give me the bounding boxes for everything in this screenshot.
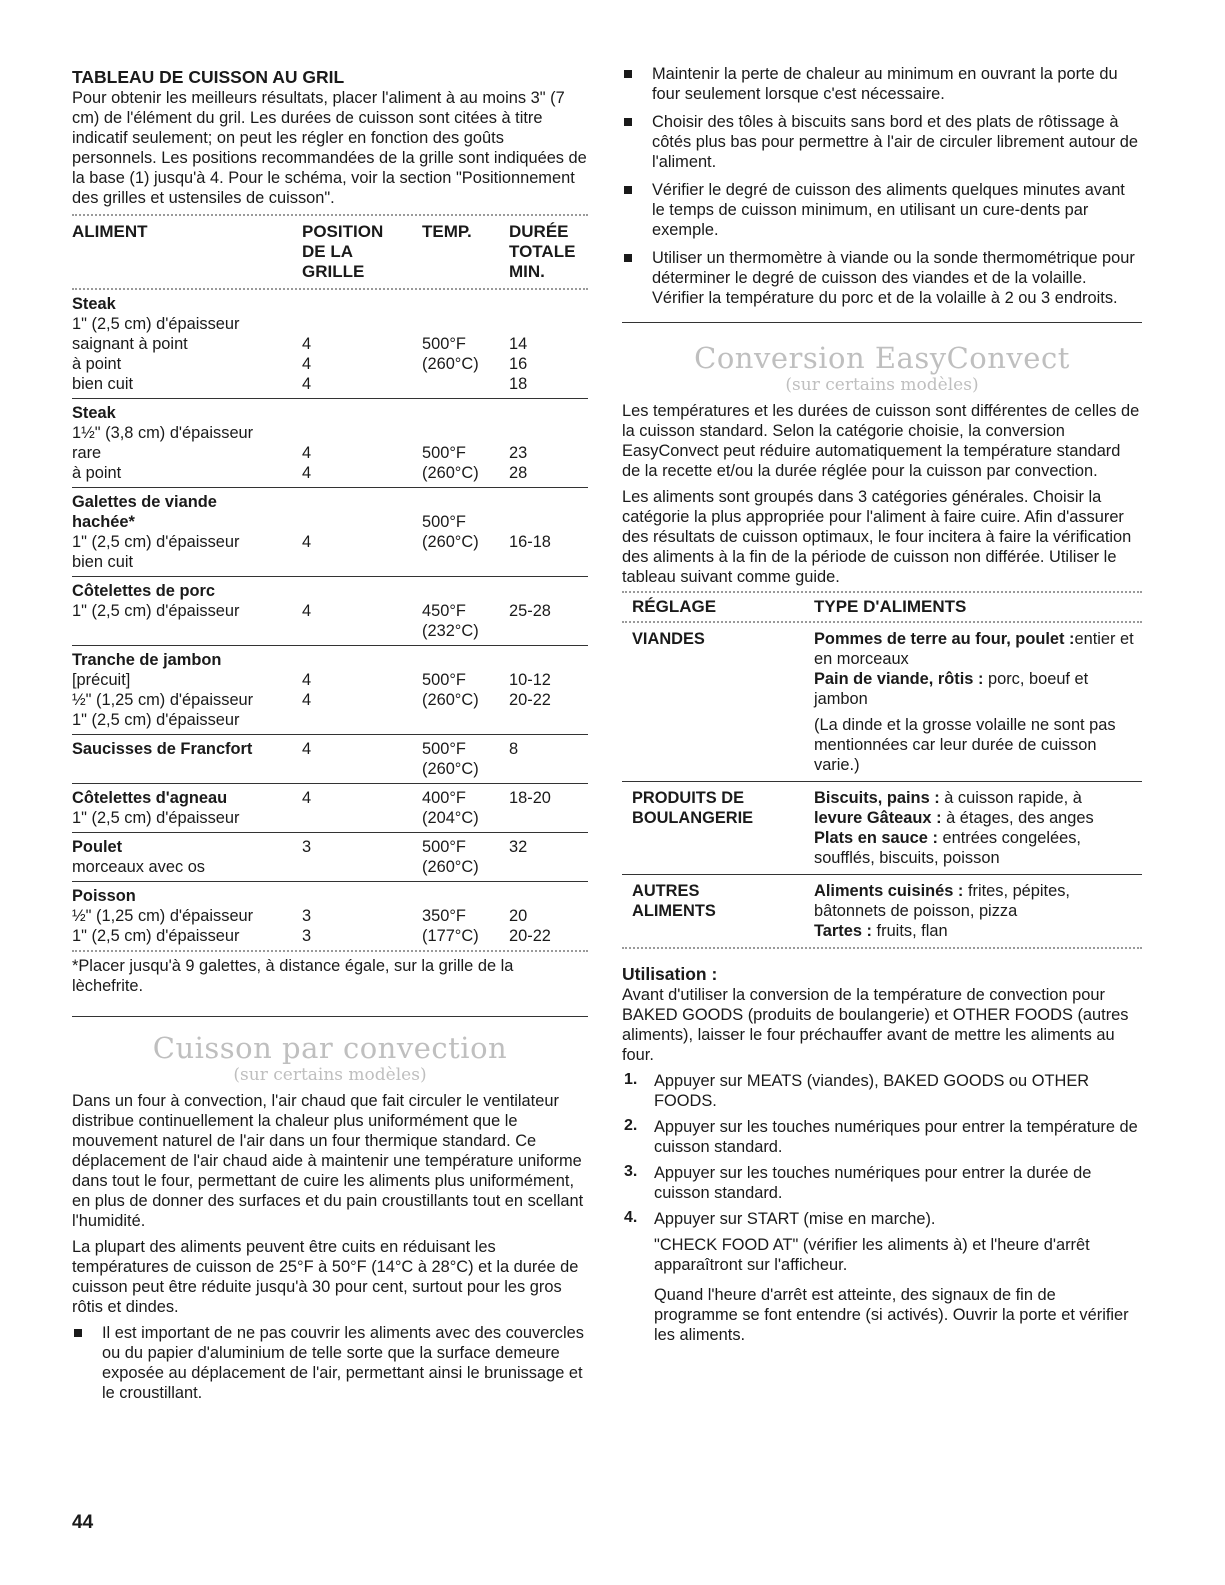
food-detail: bien cuit bbox=[72, 375, 134, 393]
easyconvect-table-header bbox=[622, 593, 1142, 621]
bullet-icon bbox=[624, 70, 632, 78]
easyconvect-subtitle: (sur certains modèles) bbox=[785, 375, 979, 395]
position-value: 4 bbox=[302, 789, 312, 807]
position-value bbox=[302, 552, 422, 572]
food-detail: 1" (2,5 cm) d'épaisseur bbox=[72, 315, 240, 333]
position-value: 3 bbox=[302, 907, 312, 925]
position-value: 4 bbox=[302, 444, 312, 462]
food-type-note: (La dinde et la grosse volaille ne sont pas mentionnées car leur durée de cuisson varie.) bbox=[814, 716, 1116, 774]
header-food-type: TYPE D'ALIMENTS bbox=[814, 597, 967, 616]
time-value: 14 bbox=[509, 335, 528, 353]
position-value: 3 bbox=[302, 838, 312, 856]
position-value: 4 bbox=[302, 355, 312, 373]
divider bbox=[72, 950, 588, 952]
setting-cell bbox=[622, 875, 804, 948]
temp-value: 500°F bbox=[422, 444, 466, 462]
temp-cell bbox=[422, 646, 509, 735]
temp-value: (260°C) bbox=[422, 691, 479, 709]
food-type-category: Biscuits, pains : bbox=[814, 789, 940, 807]
broil-footnote: *Placer jusqu'à 9 galettes, à distance égale, sur la grille de la lèchefrite. bbox=[72, 957, 514, 995]
broil-chart-title: TABLEAU DE CUISSON AU GRIL bbox=[72, 67, 345, 87]
food-detail: à point bbox=[72, 464, 122, 482]
step-number: 1. bbox=[624, 1071, 638, 1088]
time-value: 20 bbox=[509, 907, 528, 925]
setting-label-2: BOULANGERIE bbox=[632, 809, 754, 827]
temp-cell bbox=[422, 735, 509, 784]
food-heading: Côtelettes de porc bbox=[72, 582, 215, 600]
position-value bbox=[302, 759, 422, 779]
broil-table bbox=[72, 216, 588, 950]
food-detail: rare bbox=[72, 444, 102, 462]
food-type-detail: entrées congelées, soufflés, biscuits, poisson bbox=[814, 829, 1081, 867]
time-cell bbox=[509, 882, 588, 951]
step-text: Appuyer sur MEATS (viandes), BAKED GOODS ou OTHER FOODS. bbox=[654, 1072, 1090, 1110]
bullet-text: Il est important de ne pas couvrir les aliments avec des couvercles ou du papier d'aluminium de telle sorte que la surface demeure exposée au déplacement de l'air, permettant ainsi le brunissage et le croustillant. bbox=[102, 1324, 584, 1402]
position-value: 4 bbox=[302, 671, 312, 689]
temp-value bbox=[422, 314, 509, 334]
time-value: 8 bbox=[509, 740, 519, 758]
food-type-category: Plats en sauce : bbox=[814, 829, 938, 847]
page-number: 44 bbox=[72, 1512, 94, 1533]
food-detail: 1" (2,5 cm) d'épaisseur bbox=[72, 711, 240, 729]
position-cell bbox=[302, 488, 422, 577]
food-detail: [précuit] bbox=[72, 671, 131, 689]
position-value: 4 bbox=[302, 740, 312, 758]
time-value: 23 bbox=[509, 444, 528, 462]
broil-section bbox=[72, 784, 588, 833]
usage-step bbox=[622, 1163, 1142, 1203]
position-value bbox=[302, 512, 422, 532]
time-cell bbox=[509, 735, 588, 784]
broil-table-header bbox=[72, 216, 588, 282]
setting-cell bbox=[622, 782, 804, 875]
food-detail: ½" (1,25 cm) d'épaisseur bbox=[72, 907, 254, 925]
position-cell bbox=[302, 784, 422, 833]
food-type-category: Tartes : bbox=[814, 922, 872, 940]
convection-paragraph-2: La plupart des aliments peuvent être cuits en réduisant les températures de cuisson de 25°F à 50°F (14°C à 28°C) et la durée de cuisson peut être réduite jusqu'à 30 pour cent, surtout pour les gros rôtis et dindes. bbox=[72, 1238, 579, 1316]
bullet-icon bbox=[74, 1329, 82, 1337]
position-value bbox=[302, 621, 422, 641]
time-value: 25-28 bbox=[509, 602, 551, 620]
position-value: 3 bbox=[302, 927, 312, 945]
position-cell bbox=[302, 735, 422, 784]
time-cell bbox=[509, 577, 588, 646]
position-value: 4 bbox=[302, 691, 312, 709]
broil-section bbox=[72, 399, 588, 488]
food-type-line bbox=[814, 808, 1142, 828]
food-type-category: levure Gâteaux : bbox=[814, 809, 942, 827]
step-text: Appuyer sur START (mise en marche). bbox=[654, 1210, 936, 1228]
time-cell bbox=[509, 399, 588, 488]
convection-title: Cuisson par convection bbox=[152, 1031, 508, 1065]
food-type-category: Pommes de terre au four, poulet : bbox=[814, 630, 1075, 648]
bullet-item bbox=[622, 64, 1142, 104]
food-type-detail: entier et en morceaux bbox=[814, 630, 1134, 668]
time-value: 16 bbox=[509, 355, 528, 373]
usage-after-1: "CHECK FOOD AT" (vérifier les aliments à) et l'heure d'arrêt apparaîtront sur l'afficheur. bbox=[654, 1236, 1090, 1274]
temp-value: 500°F bbox=[422, 513, 466, 531]
usage-intro: Avant d'utiliser la conversion de la température de convection pour BAKED GOODS (produits de boulangerie) et OTHER FOODS (autres aliments), laisser le four préchauffer avant de mettre les aliments au four. bbox=[622, 986, 1129, 1064]
temp-value: (204°C) bbox=[422, 809, 479, 827]
time-value: 28 bbox=[509, 464, 528, 482]
time-value: 18 bbox=[509, 375, 528, 393]
header-duration-2: TOTALE bbox=[509, 242, 576, 261]
time-value: 32 bbox=[509, 838, 528, 856]
food-type-detail: frites, pépites, bâtonnets de poisson, pizza bbox=[814, 882, 1070, 920]
header-position-2: DE LA bbox=[302, 242, 353, 261]
time-value bbox=[509, 423, 588, 443]
food-heading: Poisson bbox=[72, 887, 136, 905]
time-cell bbox=[509, 488, 588, 577]
food-heading: Steak bbox=[72, 404, 116, 422]
position-value: 4 bbox=[302, 375, 312, 393]
temp-value: 500°F bbox=[422, 838, 466, 856]
bullet-text: Vérifier le degré de cuisson des aliments quelques minutes avant le temps de cuisson minimum, en utilisant un cure-dents par exemple. bbox=[652, 181, 1125, 239]
divider bbox=[622, 947, 1142, 949]
food-detail: hachée* bbox=[72, 513, 135, 531]
time-value bbox=[509, 314, 588, 334]
bullet-text: Choisir des tôles à biscuits sans bord et des plats de rôtissage à côtés plus bas pour permettre à l'air de circuler librement autour de l'aliment. bbox=[652, 113, 1138, 171]
time-value bbox=[509, 621, 588, 641]
temp-value: (260°C) bbox=[422, 355, 479, 373]
food-type-line bbox=[814, 629, 1142, 669]
time-value: 16-18 bbox=[509, 533, 551, 551]
food-cell bbox=[72, 882, 302, 951]
food-type-detail: à étages, des anges bbox=[941, 809, 1094, 827]
bullet-text: Utiliser un thermomètre à viande ou la sonde thermométrique pour déterminer le degré de cuisson des viandes et de la volaille. Vérifier la température du porc et de la volaille à 2 ou 3 endroits. bbox=[652, 249, 1135, 307]
time-value: 10-12 bbox=[509, 671, 551, 689]
time-cell bbox=[509, 784, 588, 833]
bullet-icon bbox=[624, 186, 632, 194]
temp-value: (260°C) bbox=[422, 858, 479, 876]
food-cell bbox=[72, 735, 302, 784]
easyconvect-paragraph-1: Les températures et les durées de cuisson sont différentes de celles de la cuisson standard. Selon la catégorie choisie, la conversion EasyConvect peut réduire automatiquement la température standard de la recette et/ou la durée réglée pour la cuisson par convection. bbox=[622, 402, 1140, 480]
food-cell bbox=[72, 399, 302, 488]
position-value bbox=[302, 314, 422, 334]
temp-value: (177°C) bbox=[422, 927, 479, 945]
food-cell bbox=[72, 577, 302, 646]
time-cell bbox=[509, 833, 588, 882]
position-value bbox=[302, 423, 422, 443]
easyconvect-table bbox=[622, 593, 1142, 947]
step-number: 4. bbox=[624, 1209, 638, 1226]
food-heading: Poulet bbox=[72, 838, 123, 856]
food-type-detail: porc, boeuf et jambon bbox=[814, 670, 1089, 708]
food-type-category: Aliments cuisinés : bbox=[814, 882, 964, 900]
position-value: 4 bbox=[302, 533, 312, 551]
temp-value: (260°C) bbox=[422, 760, 479, 778]
setting-label-2: ALIMENTS bbox=[632, 902, 716, 920]
food-detail: ½" (1,25 cm) d'épaisseur bbox=[72, 691, 254, 709]
food-type-detail: à cuisson rapide, à bbox=[939, 789, 1082, 807]
easyconvect-row bbox=[622, 782, 1142, 875]
time-value bbox=[509, 759, 588, 779]
temp-value bbox=[422, 374, 509, 394]
food-heading: Tranche de jambon bbox=[72, 651, 222, 669]
usage-step bbox=[622, 1117, 1142, 1157]
right-column bbox=[622, 64, 1142, 1345]
usage-after-2: Quand l'heure d'arrêt est atteinte, des signaux de fin de programme se font entendre (si activés). Ouvrir la porte et vérifier les aliments. bbox=[654, 1286, 1129, 1344]
food-cell bbox=[72, 646, 302, 735]
usage-title: Utilisation : bbox=[622, 964, 718, 984]
time-value bbox=[509, 512, 588, 532]
food-type-line bbox=[814, 881, 1142, 921]
food-detail: bien cuit bbox=[72, 553, 134, 571]
convection-paragraph-1: Dans un four à convection, l'air chaud que fait circuler le ventilateur distribue continuellement la chaleur plus uniformément que le mouvement naturel de l'air dans un four thermique standard. Ce déplacement de l'air chaud aide à maintenir une température uniforme dans tout le four, permettant de cuire les aliments plus uniformément, en plus de donner des surfaces et du pain croustillants tout en scellant l'humidité. bbox=[72, 1092, 584, 1230]
position-cell bbox=[302, 399, 422, 488]
temp-value: (260°C) bbox=[422, 533, 479, 551]
usage-steps bbox=[622, 1071, 1142, 1229]
temp-cell bbox=[422, 399, 509, 488]
temp-value: (260°C) bbox=[422, 464, 479, 482]
food-type-cell bbox=[804, 875, 1142, 948]
temp-value: 500°F bbox=[422, 335, 466, 353]
header-position: POSITION bbox=[302, 222, 384, 241]
easyconvect-paragraph-2: Les aliments sont groupés dans 3 catégories générales. Choisir la catégorie la plus appropriée pour l'aliment à faire cuire. Afin d'assurer des résultats de cuisson optimaux, le four incitera à faire la vérification des aliments à la fin de la période de cuisson non différée. Utiliser le tableau suivant comme guide. bbox=[622, 488, 1132, 586]
temp-cell bbox=[422, 833, 509, 882]
food-type-line bbox=[814, 921, 1142, 941]
broil-section bbox=[72, 290, 588, 399]
position-cell bbox=[302, 833, 422, 882]
section-rule bbox=[72, 1016, 588, 1017]
broil-section bbox=[72, 735, 588, 784]
time-value: 20-22 bbox=[509, 691, 551, 709]
temp-value: 500°F bbox=[422, 740, 466, 758]
setting-label: PRODUITS DE bbox=[632, 789, 745, 807]
temp-value bbox=[422, 552, 509, 572]
header-setting: RÉGLAGE bbox=[632, 597, 717, 616]
food-detail bbox=[72, 621, 302, 641]
section-rule bbox=[622, 322, 1142, 323]
food-type-cell bbox=[804, 623, 1142, 782]
food-detail: morceaux avec os bbox=[72, 858, 206, 876]
broil-section bbox=[72, 488, 588, 577]
position-value bbox=[302, 710, 422, 730]
temp-cell bbox=[422, 488, 509, 577]
food-detail: 1" (2,5 cm) d'épaisseur bbox=[72, 809, 240, 827]
food-type-line bbox=[814, 788, 1142, 808]
convection-subtitle: (sur certains modèles) bbox=[233, 1065, 427, 1085]
food-detail: saignant à point bbox=[72, 335, 188, 353]
food-type-line bbox=[814, 828, 1142, 868]
food-detail: 1" (2,5 cm) d'épaisseur bbox=[72, 927, 240, 945]
temp-cell bbox=[422, 290, 509, 399]
bullet-icon bbox=[624, 118, 632, 126]
header-position-3: GRILLE bbox=[302, 262, 365, 281]
time-value: 20-22 bbox=[509, 927, 551, 945]
position-cell bbox=[302, 290, 422, 399]
food-detail bbox=[72, 759, 302, 779]
broil-section bbox=[72, 646, 588, 735]
header-food: ALIMENT bbox=[72, 222, 148, 241]
easyconvect-row bbox=[622, 875, 1142, 948]
step-text: Appuyer sur les touches numériques pour entrer la température de cuisson standard. bbox=[654, 1118, 1138, 1156]
header-duration-3: MIN. bbox=[509, 262, 545, 281]
food-cell bbox=[72, 488, 302, 577]
food-detail: 1½" (3,8 cm) d'épaisseur bbox=[72, 424, 254, 442]
bullet-item bbox=[622, 112, 1142, 172]
setting-label: AUTRES bbox=[632, 882, 700, 900]
broil-section bbox=[72, 577, 588, 646]
temp-value bbox=[422, 710, 509, 730]
position-cell bbox=[302, 577, 422, 646]
temp-value bbox=[422, 423, 509, 443]
time-cell bbox=[509, 290, 588, 399]
temp-value: 400°F bbox=[422, 789, 466, 807]
easyconvect-row bbox=[622, 623, 1142, 782]
step-text: Appuyer sur les touches numériques pour entrer la durée de cuisson standard. bbox=[654, 1164, 1092, 1202]
time-value bbox=[509, 710, 588, 730]
food-type-line bbox=[814, 669, 1142, 709]
position-value: 4 bbox=[302, 602, 312, 620]
header-temp: TEMP. bbox=[422, 222, 472, 241]
broil-section bbox=[72, 882, 588, 951]
position-value: 4 bbox=[302, 464, 312, 482]
setting-label: VIANDES bbox=[632, 630, 705, 648]
bullet-item bbox=[72, 1323, 588, 1403]
temp-cell bbox=[422, 882, 509, 951]
setting-cell bbox=[622, 623, 804, 782]
temp-cell bbox=[422, 784, 509, 833]
temp-value: 500°F bbox=[422, 671, 466, 689]
food-type-cell bbox=[804, 782, 1142, 875]
step-number: 3. bbox=[624, 1163, 638, 1180]
food-type-detail: fruits, flan bbox=[872, 922, 948, 940]
bullet-item bbox=[622, 180, 1142, 240]
food-cell bbox=[72, 290, 302, 399]
bullet-item bbox=[622, 248, 1142, 308]
food-detail: 1" (2,5 cm) d'épaisseur bbox=[72, 533, 240, 551]
temp-value: (232°C) bbox=[422, 622, 479, 640]
food-heading: Côtelettes d'agneau bbox=[72, 789, 228, 807]
food-heading: Saucisses de Francfort bbox=[72, 740, 253, 758]
position-value: 4 bbox=[302, 335, 312, 353]
usage-step bbox=[622, 1209, 1142, 1229]
broil-section bbox=[72, 833, 588, 882]
position-cell bbox=[302, 882, 422, 951]
broil-intro: Pour obtenir les meilleurs résultats, placer l'aliment à au moins 3" (7 cm) de l'élément du gril. Les durées de cuisson sont citées à titre indicatif seulement; on peut les régler en fonction des goûts personnels. Les positions recommandées de la grille sont indiquées de la base (1) jusqu'à 4. Pour le schéma, voir la section "Positionnement des grilles et ustensiles de cuisson". bbox=[72, 89, 587, 207]
food-detail: à point bbox=[72, 355, 122, 373]
header-duration: DURÉE bbox=[509, 222, 569, 241]
time-value: 18-20 bbox=[509, 789, 551, 807]
food-heading: Steak bbox=[72, 295, 116, 313]
food-cell bbox=[72, 784, 302, 833]
time-cell bbox=[509, 646, 588, 735]
temp-value: 350°F bbox=[422, 907, 466, 925]
position-cell bbox=[302, 646, 422, 735]
left-column bbox=[72, 64, 588, 1411]
bullet-icon bbox=[624, 254, 632, 262]
easyconvect-title: Conversion EasyConvect bbox=[694, 341, 1070, 375]
step-number: 2. bbox=[624, 1117, 638, 1134]
time-value bbox=[509, 552, 588, 572]
food-cell bbox=[72, 833, 302, 882]
temp-cell bbox=[422, 577, 509, 646]
bullet-text: Maintenir la perte de chaleur au minimum en ouvrant la porte du four seulement lorsque c'est nécessaire. bbox=[652, 65, 1118, 103]
food-heading: Galettes de viande bbox=[72, 493, 217, 511]
temp-value: 450°F bbox=[422, 602, 466, 620]
food-detail: 1" (2,5 cm) d'épaisseur bbox=[72, 602, 240, 620]
food-type-category: Pain de viande, rôtis : bbox=[814, 670, 984, 688]
usage-step bbox=[622, 1071, 1142, 1111]
